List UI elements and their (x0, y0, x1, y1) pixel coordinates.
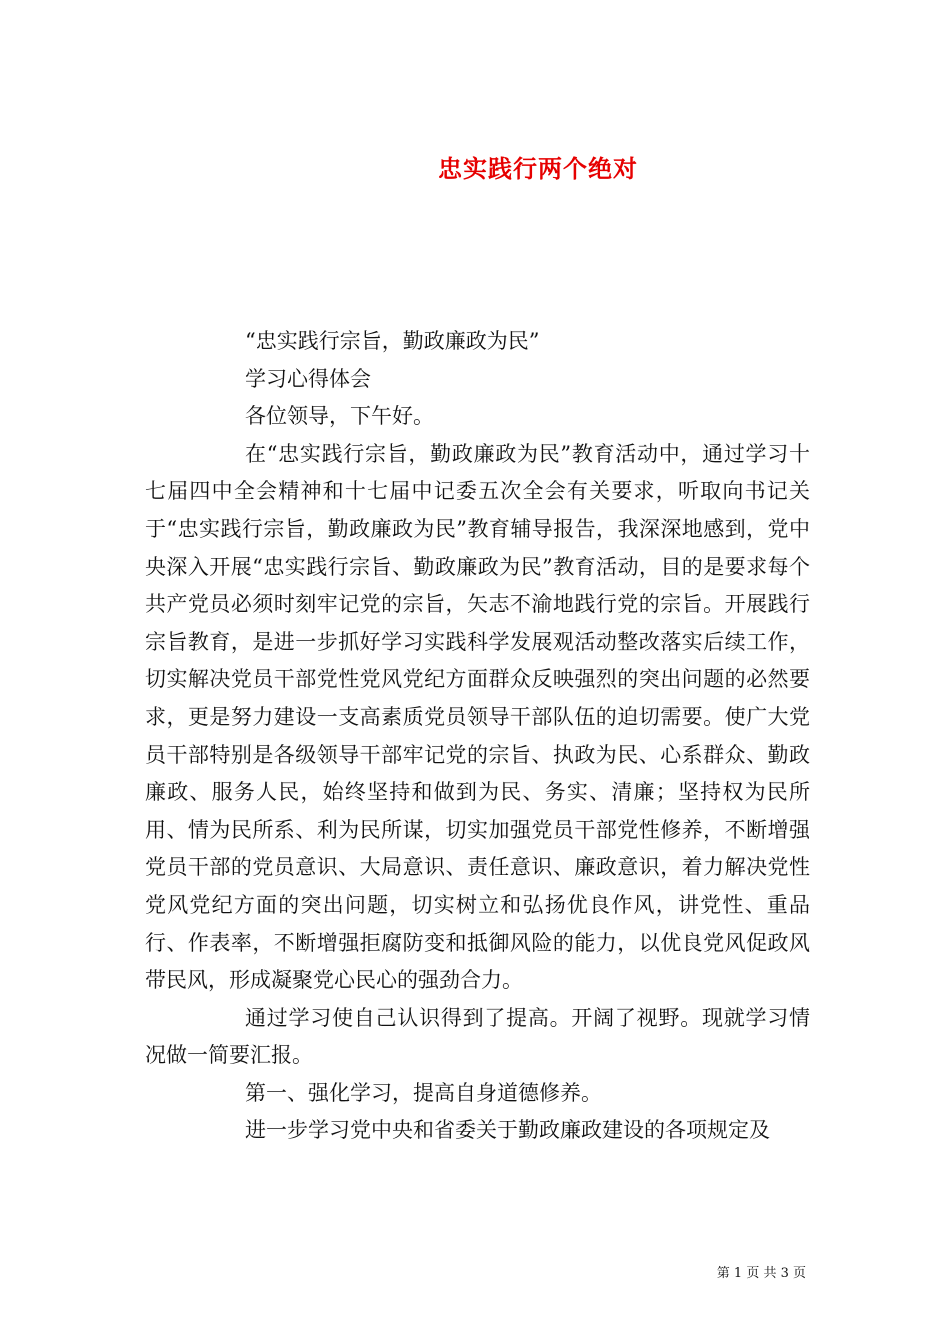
paragraph-subtitle: 学习心得体会 (245, 366, 371, 391)
paragraph-report-intro: 通过学习使自己认识得到了提高。开阔了视野。现就学习情况做一简要汇报。 (145, 1005, 810, 1068)
document-body (145, 323, 810, 1150)
paragraph-main: 在“忠实践行宗旨，勤政廉政为民”教育活动中，通过学习十七届四中全会精神和十七届中记委五次全会有关要求，听取向书记关于“忠实践行宗旨，勤政廉政为民”教育辅导报告，我深深地感到，党中央深入开展“忠实践行宗旨、勤政廉政为民”教育活动，目的是要求每个共产党员必须时刻牢记党的宗旨，矢志不渝地践行党的宗旨。开展践行宗旨教育，是进一步抓好学习实践科学发展观活动整改落实后续工作，切实解决党员干部党性党风党纪方面群众反映强烈的突出问题的必然要求，更是努力建设一支高素质党员领导干部队伍的迫切需要。使广大党员干部特别是各级领导干部牢记党的宗旨、执政为民、心系群众、勤政廉政、服务人民，始终坚持和做到为民、务实、清廉；坚持权为民所用、情为民所系、利为民所谋，切实加强党员干部党性修养，不断增强党员干部的党员意识、大局意识、责任意识、廉政意识，着力解决党性党风党纪方面的突出问题，切实树立和弘扬优良作风，讲党性、重品行、作表率，不断增强拒腐防变和抵御风险的能力，以优良党风促政风带民风，形成凝聚党心民心的强劲合力。 (145, 441, 810, 993)
paragraph-continuation: 进一步学习党中央和省委关于勤政廉政建设的各项规定及 (245, 1118, 770, 1143)
paragraph-quote-title: “忠实践行宗旨，勤政廉政为民” (245, 329, 540, 353)
page-number: 第 1 页 共 3 页 (716, 1266, 806, 1281)
paragraph-section-heading: 第一、强化学习，提高自身道德修养。 (245, 1080, 602, 1105)
document-title: 忠实践行两个绝对 (438, 154, 638, 184)
paragraph-greeting: 各位领导，下午好。 (245, 404, 434, 429)
